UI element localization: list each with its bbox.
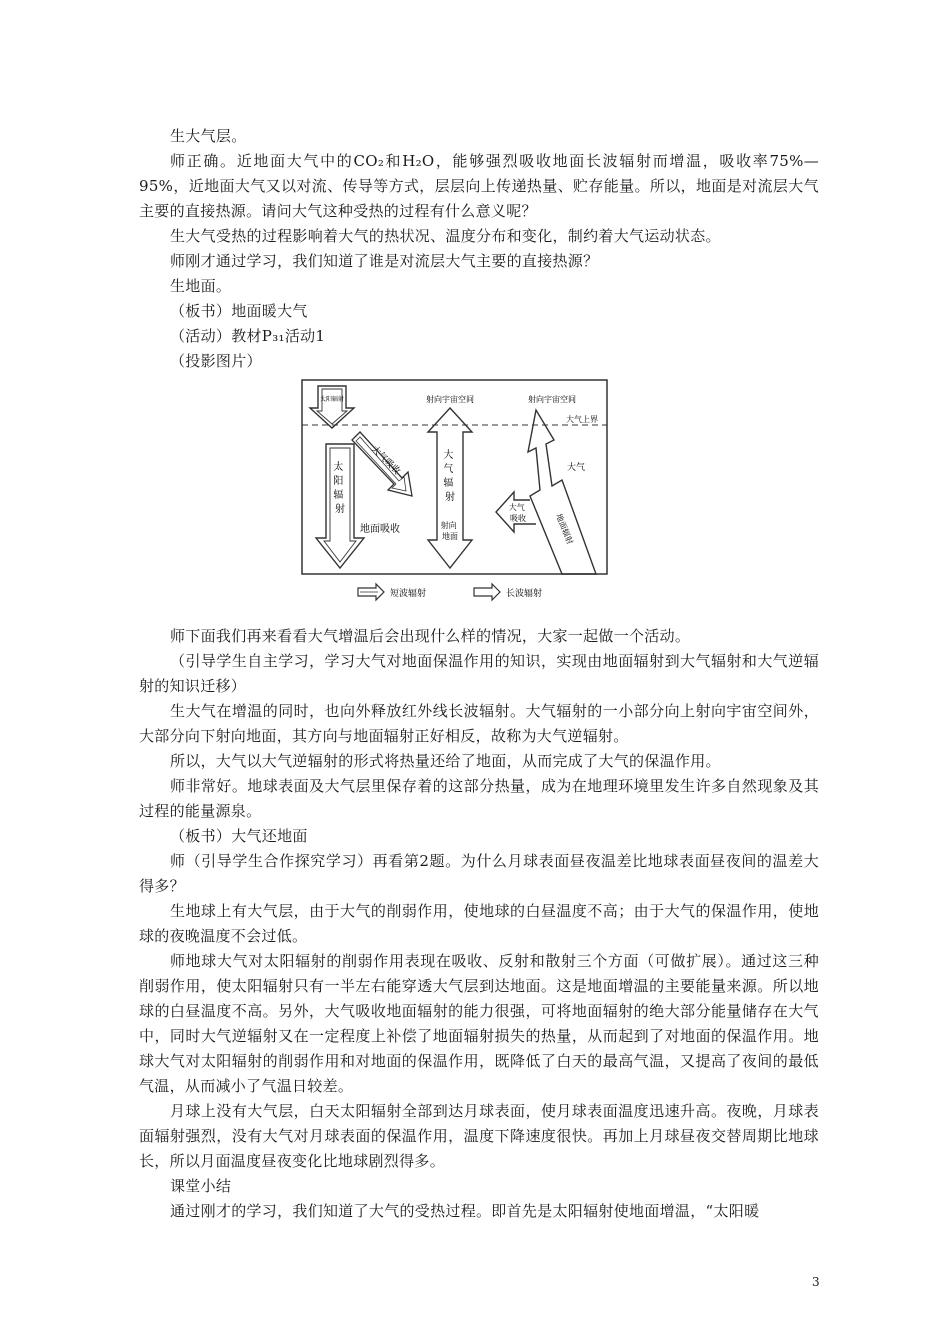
label-ground-absorb: 地面吸收: [360, 524, 400, 535]
paragraph: 师下面我们再来看看大气增温后会出现什么样的情况，大家一起做一个活动。: [170, 627, 691, 645]
paragraph: 生地面。: [170, 277, 232, 295]
label-solar-main-c3: 辐: [333, 490, 344, 501]
paragraph: （板书）地面暖大气: [170, 302, 308, 320]
paragraph: 师地球大气对太阳辐射的削弱作用表现在吸收、反射和散射三个方面（可做扩展）。通过这三种削弱作用，使太阳辐射只有一半左右能穿透大气层到达地面。这是地面增温的主要能量来源。所以地球的白昼温度不高。另外，大气吸收地面辐射的能力很强，可将地面辐射的绝大部分能量储存在大气中，同时大气逆辐射又在一定程度上补偿了地面辐射损失的热量，从而起到了对地面的保温作用。地球大气对太阳辐射的削弱作用和对地面的保温作用，既降低了白天的最高气温，又提高了夜间的最低气温，从而减小了气温日较差。: [139, 952, 819, 1095]
atmosphere-heating-diagram: [300, 378, 612, 610]
legend-short-wave-icon: [358, 584, 384, 600]
legend-long: 长波辐射: [506, 589, 543, 599]
body-text-top: [139, 124, 819, 374]
label-solar-main-c1: 太: [333, 462, 344, 473]
paragraph: 师非常好。地球表面及大气层里保存着的这部分热量，成为在地理环境里发生许多自然现象及其过程的能量源泉。: [139, 777, 819, 820]
label-atm-radiation-c3: 辐: [443, 478, 454, 489]
label-to-ground-c1: 射向: [440, 521, 457, 530]
label-solar-top: 太阳辐射: [319, 396, 345, 403]
paragraph: 生大气在增温的同时，也向外释放红外线长波辐射。大气辐射的一小部分向上射向宇宙空间外，大部分向下射向地面，其方向与地面辐射正好相反，故称为大气逆辐射。: [139, 702, 819, 745]
paragraph: 生大气受热的过程影响着大气的热状况、温度分布和变化，制约着大气运动状态。: [170, 227, 721, 245]
diagram-svg: [300, 378, 612, 610]
label-to-ground-c2: 地面: [442, 532, 458, 541]
label-solar-main-c4: 射: [335, 504, 345, 515]
paragraph: （板书）大气还地面: [170, 827, 308, 845]
label-atmosphere: 大气: [566, 463, 586, 473]
label-upper-bound: 大气上界: [566, 415, 598, 424]
label-ground-radiation: 地面辐射: [554, 512, 575, 546]
label-space-right: 射向宇宙空间: [528, 395, 576, 404]
label-atm-absorb2-c2: 吸收: [510, 514, 526, 523]
label-solar-main-c2: 阳: [333, 476, 344, 487]
label-space-left: 射向宇宙空间: [426, 395, 474, 404]
paragraph: （投影图片）: [170, 352, 262, 370]
paragraph: 月球上没有大气层，白天太阳辐射全部到达月球表面，使月球表面温度迅速升高。夜晚，月球表面辐射强烈，没有大气对月球表面的保温作用，温度下降速度很快。再加上月球昼夜交替周期比地球长，所以月面温度昼夜变化比地球剧烈得多。: [139, 1102, 819, 1170]
paragraph: （引导学生自主学习，学习大气对地面保温作用的知识，实现由地面辐射到大气辐射和大气逆辐射的知识迁移）: [139, 652, 819, 695]
section-heading: 课堂小结: [170, 1177, 232, 1195]
legend-short: 短波辐射: [390, 589, 427, 599]
legend-long-wave-icon: [474, 584, 500, 600]
paragraph: 师刚才通过学习，我们知道了谁是对流层大气主要的直接热源？: [170, 252, 599, 270]
paragraph: 生大气层。: [170, 127, 247, 145]
paragraph: 师（引导学生合作探究学习）再看第2题。为什么月球表面昼夜温差比地球表面昼夜间的温差大得多？: [139, 852, 819, 895]
label-atm-absorb2-c1: 大气: [508, 503, 525, 512]
paragraph: 通过刚才的学习，我们知道了大气的受热过程。即首先是太阳辐射使地面增温，“太阳暖: [170, 1202, 760, 1220]
label-atm-absorb: 大气吸收: [369, 444, 402, 477]
body-text-bottom: [139, 624, 819, 1224]
paragraph: （活动）教材P₃₁活动1: [170, 327, 326, 345]
label-atm-radiation-c2: 气: [443, 464, 454, 475]
label-atm-radiation-c4: 射: [445, 492, 455, 503]
label-atm-radiation-c1: 大: [443, 450, 454, 461]
paragraph: 师正确。近地面大气中的CO₂和H₂O，能够强烈吸收地面长波辐射而增温，吸收率75%—95%，近地面大气又以对流、传导等方式，层层向上传递热量、贮存能量。所以，地面是对流层大气主要的直接热源。请问大气这种受热的过程有什么意义呢？: [139, 152, 819, 220]
paragraph: 所以，大气以大气逆辐射的形式将热量还给了地面，从而完成了大气的保温作用。: [170, 752, 721, 770]
paragraph: 生地球上有大气层，由于大气的削弱作用，使地球的白昼温度不高；由于大气的保温作用，使地球的夜晚温度不会过低。: [139, 902, 819, 945]
diagram-frame: [302, 380, 607, 574]
page-number: 3: [812, 1275, 820, 1289]
